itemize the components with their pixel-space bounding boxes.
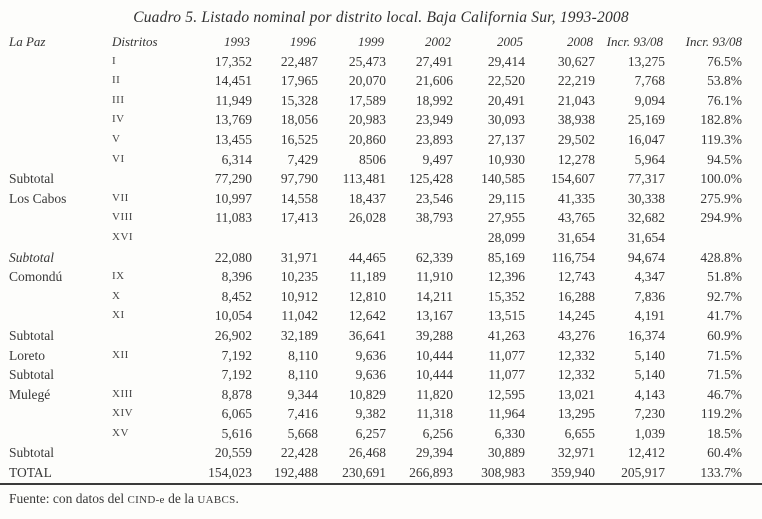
value-cell: 53.8% — [707, 73, 742, 89]
value-cell: 116,754 — [551, 249, 595, 265]
region-label — [0, 208, 112, 228]
value-cell: 7,429 — [287, 151, 318, 167]
value-cell: 12,332 — [557, 347, 595, 363]
value-cell: 8,110 — [288, 347, 318, 363]
value-cell: 9,636 — [355, 367, 386, 383]
source-note-prefix: Fuente: con datos del — [9, 490, 128, 506]
value-cell: 14,558 — [280, 190, 318, 206]
value-cell: 7,416 — [287, 406, 318, 422]
value-cell: 18.5% — [707, 425, 742, 441]
value-cell: 12,412 — [627, 445, 665, 461]
value-cell: 43,276 — [557, 327, 595, 343]
value-cell: 7,836 — [634, 288, 665, 304]
region-label — [0, 404, 112, 424]
region-label — [0, 91, 112, 111]
value-cell: 428.8% — [700, 249, 742, 265]
value-cell: 36,641 — [348, 327, 386, 343]
district-label: VI — [112, 152, 125, 165]
district-label: IX — [112, 270, 125, 283]
value-cell: 16,374 — [627, 327, 665, 343]
value-cell: 15,328 — [280, 92, 318, 108]
total-row — [0, 463, 762, 484]
column-header-9: Incr. 93/08 — [685, 34, 742, 49]
source-acronym-uabcs: UABCS — [197, 493, 236, 506]
value-cell: 28,099 — [487, 229, 525, 245]
region-label — [0, 306, 112, 326]
value-cell: 140,585 — [481, 171, 525, 187]
region-label: Loreto — [9, 347, 45, 363]
value-cell: 77,290 — [214, 171, 252, 187]
value-cell: 12,332 — [557, 367, 595, 383]
value-cell: 119.2% — [700, 406, 742, 422]
value-cell: 29,115 — [488, 190, 525, 206]
value-cell: 41,263 — [487, 327, 525, 343]
value-cell: 62,339 — [415, 249, 453, 265]
value-cell: 13,295 — [557, 406, 595, 422]
value-cell: 22,428 — [280, 445, 318, 461]
district-label: I — [112, 54, 117, 67]
data-row — [0, 130, 762, 150]
value-cell: 6,256 — [422, 425, 453, 441]
value-cell: 32,682 — [627, 210, 665, 226]
value-cell: 13,769 — [214, 112, 252, 128]
data-row — [0, 208, 762, 228]
district-label — [112, 443, 194, 463]
data-row — [0, 424, 762, 444]
nominal-table — [0, 32, 762, 485]
region-label: Subtotal — [9, 367, 55, 383]
data-row — [0, 306, 762, 326]
value-cell: 7,230 — [634, 406, 665, 422]
source-acronym-cind: CIND-e — [127, 493, 165, 506]
region-label — [0, 110, 112, 130]
value-cell: 29,394 — [415, 445, 453, 461]
district-label: III — [112, 93, 125, 106]
value-cell: 20,559 — [214, 445, 252, 461]
region-label — [0, 71, 112, 91]
subtotal-row — [0, 248, 762, 268]
district-label: XV — [112, 426, 129, 439]
value-cell: 29,502 — [557, 131, 595, 147]
value-cell — [322, 228, 390, 248]
value-cell: 22,080 — [214, 249, 252, 265]
value-cell: 8,878 — [221, 386, 252, 402]
value-cell: 92.7% — [707, 288, 742, 304]
region-label — [0, 228, 112, 248]
value-cell: 1,039 — [634, 425, 665, 441]
value-cell: 10,829 — [348, 386, 386, 402]
table-title: Cuadro 5. Listado nominal por distrito local. Baja California Sur, 1993-2008 — [133, 9, 629, 26]
value-cell: 6,330 — [494, 425, 525, 441]
value-cell: 10,444 — [415, 367, 453, 383]
value-cell: 85,169 — [487, 249, 525, 265]
value-cell: 21,606 — [415, 73, 453, 89]
value-cell: 16,047 — [627, 131, 665, 147]
data-row — [0, 52, 762, 72]
district-label: XI — [112, 309, 125, 322]
value-cell — [390, 228, 457, 248]
region-label — [0, 52, 112, 72]
value-cell: 113,481 — [342, 171, 386, 187]
value-cell: 44,465 — [348, 249, 386, 265]
data-row — [0, 228, 762, 248]
district-label — [112, 463, 194, 484]
value-cell: 6,655 — [564, 425, 595, 441]
value-cell: 9,344 — [287, 386, 318, 402]
value-cell: 32,971 — [557, 445, 595, 461]
value-cell: 23,893 — [415, 131, 453, 147]
header-row — [0, 32, 762, 52]
value-cell: 12,595 — [487, 386, 525, 402]
district-label: XII — [112, 348, 129, 361]
data-row — [0, 91, 762, 111]
value-cell: 31,654 — [627, 229, 665, 245]
data-row — [0, 404, 762, 424]
value-cell: 31,971 — [280, 249, 318, 265]
value-cell: 5,964 — [634, 151, 665, 167]
value-cell: 5,616 — [221, 425, 252, 441]
value-cell: 11,318 — [416, 406, 453, 422]
value-cell: 9,497 — [422, 151, 453, 167]
value-cell: 12,396 — [487, 269, 525, 285]
district-label — [112, 169, 194, 189]
value-cell: 275.9% — [700, 190, 742, 206]
value-cell — [194, 228, 256, 248]
value-cell: 4,347 — [634, 269, 665, 285]
value-cell: 11,042 — [281, 308, 318, 324]
region-label: Subtotal — [9, 171, 55, 187]
value-cell: 8,452 — [221, 288, 252, 304]
value-cell: 9,094 — [634, 92, 665, 108]
value-cell: 14,211 — [416, 288, 453, 304]
district-label: XVI — [112, 230, 134, 243]
value-cell: 22,219 — [557, 73, 595, 89]
value-cell: 9,382 — [355, 406, 386, 422]
column-header-6: 2005 — [497, 34, 523, 49]
column-header-2: 1993 — [224, 34, 250, 49]
district-label: V — [112, 132, 121, 145]
value-cell: 13,275 — [627, 53, 665, 69]
value-cell: 8506 — [359, 151, 386, 167]
value-cell: 6,065 — [221, 406, 252, 422]
district-label: VII — [112, 191, 129, 204]
value-cell: 26,468 — [348, 445, 386, 461]
value-cell: 38,793 — [415, 210, 453, 226]
value-cell: 71.5% — [707, 347, 742, 363]
value-cell: 13,167 — [415, 308, 453, 324]
data-row — [0, 110, 762, 130]
district-label — [112, 248, 194, 268]
value-cell: 71.5% — [707, 367, 742, 383]
source-note-suffix: . — [235, 490, 239, 506]
value-cell: 4,143 — [634, 386, 665, 402]
table-body — [0, 52, 762, 484]
value-cell: 11,910 — [416, 269, 453, 285]
value-cell: 25,473 — [348, 53, 386, 69]
column-header-0: La Paz — [9, 34, 46, 49]
value-cell: 9,636 — [355, 347, 386, 363]
value-cell: 51.8% — [707, 269, 742, 285]
value-cell: 16,525 — [280, 131, 318, 147]
value-cell: 125,428 — [409, 171, 453, 187]
value-cell: 60.4% — [707, 445, 742, 461]
value-cell: 22,487 — [280, 53, 318, 69]
value-cell: 154,023 — [208, 465, 252, 481]
value-cell: 12,810 — [348, 288, 386, 304]
value-cell: 77,317 — [627, 171, 665, 187]
district-label: IV — [112, 113, 125, 126]
value-cell: 17,413 — [280, 210, 318, 226]
value-cell: 20,070 — [348, 73, 386, 89]
region-label — [0, 424, 112, 444]
value-cell: 7,192 — [221, 347, 252, 363]
value-cell: 10,235 — [280, 269, 318, 285]
value-cell: 20,983 — [348, 112, 386, 128]
value-cell: 5,140 — [634, 347, 665, 363]
value-cell: 38,938 — [557, 112, 595, 128]
value-cell: 30,627 — [557, 53, 595, 69]
value-cell: 13,455 — [214, 131, 252, 147]
value-cell: 11,820 — [416, 386, 453, 402]
value-cell: 17,965 — [280, 73, 318, 89]
value-cell: 94,674 — [627, 249, 665, 265]
value-cell: 6,314 — [221, 151, 252, 167]
value-cell: 230,691 — [342, 465, 386, 481]
data-row — [0, 189, 762, 209]
district-label — [112, 326, 194, 346]
value-cell: 12,743 — [557, 269, 595, 285]
subtotal-row — [0, 365, 762, 385]
district-label: II — [112, 74, 121, 87]
value-cell: 205,917 — [621, 465, 665, 481]
column-header-4: 1999 — [358, 34, 384, 49]
value-cell: 14,245 — [557, 308, 595, 324]
value-cell: 18,992 — [415, 92, 453, 108]
value-cell: 12,278 — [557, 151, 595, 167]
value-cell: 41,335 — [557, 190, 595, 206]
value-cell: 10,930 — [487, 151, 525, 167]
value-cell: 11,189 — [349, 269, 386, 285]
region-label: Comondú — [9, 269, 63, 285]
value-cell: 7,192 — [221, 367, 252, 383]
value-cell: 133.7% — [700, 465, 742, 481]
value-cell: 26,028 — [348, 210, 386, 226]
region-label — [0, 130, 112, 150]
value-cell: 26,902 — [214, 327, 252, 343]
value-cell: 4,191 — [634, 308, 665, 324]
value-cell: 294.9% — [700, 210, 742, 226]
value-cell: 10,054 — [214, 308, 252, 324]
district-label: XIII — [112, 387, 133, 400]
source-note — [0, 491, 762, 507]
value-cell: 11,077 — [488, 347, 525, 363]
value-cell: 5,140 — [634, 367, 665, 383]
value-cell: 23,546 — [415, 190, 453, 206]
value-cell: 39,288 — [415, 327, 453, 343]
data-row — [0, 267, 762, 287]
value-cell: 30,889 — [487, 445, 525, 461]
value-cell: 6,257 — [355, 425, 386, 441]
value-cell: 14,451 — [214, 73, 252, 89]
value-cell: 15,352 — [487, 288, 525, 304]
column-header-3: 1996 — [290, 34, 316, 49]
column-header-5: 2002 — [425, 34, 451, 49]
value-cell: 27,137 — [487, 131, 525, 147]
region-label: Mulegé — [9, 386, 51, 402]
value-cell: 8,110 — [288, 367, 318, 383]
source-note-middle: de la — [164, 490, 198, 506]
value-cell: 76.1% — [707, 92, 742, 108]
value-cell: 10,912 — [280, 288, 318, 304]
data-row — [0, 150, 762, 170]
value-cell: 8,396 — [221, 269, 252, 285]
value-cell: 30,338 — [627, 190, 665, 206]
value-cell: 359,940 — [551, 465, 595, 481]
value-cell: 266,893 — [409, 465, 453, 481]
region-label: Los Cabos — [9, 190, 67, 206]
value-cell: 29,414 — [487, 53, 525, 69]
column-header-7: 2008 — [567, 34, 593, 49]
value-cell: 32,189 — [280, 327, 318, 343]
district-label: X — [112, 289, 121, 302]
value-cell: 182.8% — [700, 112, 742, 128]
value-cell: 23,949 — [415, 112, 453, 128]
data-row — [0, 346, 762, 366]
value-cell — [669, 228, 762, 248]
value-cell: 27,955 — [487, 210, 525, 226]
value-cell: 22,520 — [487, 73, 525, 89]
value-cell: 10,997 — [214, 190, 252, 206]
value-cell: 11,083 — [215, 210, 252, 226]
value-cell: 25,169 — [627, 112, 665, 128]
value-cell: 17,589 — [348, 92, 386, 108]
value-cell: 17,352 — [214, 53, 252, 69]
value-cell: 13,021 — [557, 386, 595, 402]
region-label: Subtotal — [9, 327, 55, 343]
subtotal-row — [0, 443, 762, 463]
value-cell: 27,491 — [415, 53, 453, 69]
value-cell: 31,654 — [557, 229, 595, 245]
column-header-1: Distritos — [112, 34, 158, 49]
value-cell: 94.5% — [707, 151, 742, 167]
value-cell: 5,668 — [287, 425, 318, 441]
value-cell: 43,765 — [557, 210, 595, 226]
value-cell: 100.0% — [700, 171, 742, 187]
value-cell: 7,768 — [634, 73, 665, 89]
value-cell: 308,983 — [481, 465, 525, 481]
value-cell: 76.5% — [707, 53, 742, 69]
value-cell: 97,790 — [280, 171, 318, 187]
value-cell: 10,444 — [415, 347, 453, 363]
value-cell: 119.3% — [700, 131, 742, 147]
data-row — [0, 287, 762, 307]
region-label: Subtotal — [9, 445, 55, 461]
value-cell: 18,056 — [280, 112, 318, 128]
value-cell: 12,642 — [348, 308, 386, 324]
value-cell: 41.7% — [707, 308, 742, 324]
value-cell: 21,043 — [557, 92, 595, 108]
subtotal-row — [0, 326, 762, 346]
district-label: XIV — [112, 407, 134, 420]
value-cell: 192,488 — [274, 465, 318, 481]
value-cell: 11,077 — [488, 367, 525, 383]
value-cell — [256, 228, 322, 248]
value-cell: 46.7% — [707, 386, 742, 402]
value-cell: 154,607 — [551, 171, 595, 187]
data-row — [0, 71, 762, 91]
data-row — [0, 385, 762, 405]
region-label: Subtotal — [9, 249, 55, 265]
value-cell: 18,437 — [348, 190, 386, 206]
region-label: TOTAL — [9, 465, 52, 481]
district-label — [112, 365, 194, 385]
column-header-8: Incr. 93/08 — [606, 34, 663, 49]
region-label — [0, 287, 112, 307]
value-cell: 13,515 — [487, 308, 525, 324]
value-cell: 11,949 — [215, 92, 252, 108]
region-label — [0, 150, 112, 170]
value-cell: 11,964 — [488, 406, 525, 422]
subtotal-row — [0, 169, 762, 189]
value-cell: 16,288 — [557, 288, 595, 304]
value-cell: 20,860 — [348, 131, 386, 147]
district-label: VIII — [112, 211, 133, 224]
value-cell: 20,491 — [487, 92, 525, 108]
value-cell: 30,093 — [487, 112, 525, 128]
value-cell: 60.9% — [707, 327, 742, 343]
